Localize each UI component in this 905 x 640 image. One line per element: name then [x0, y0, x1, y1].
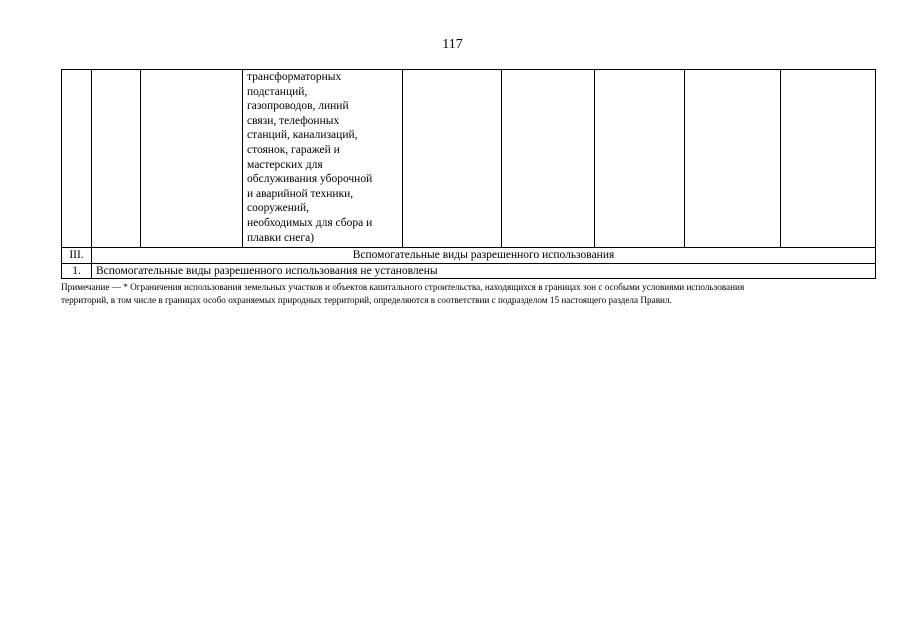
table-row-section	[62, 248, 876, 264]
table-cell	[502, 70, 595, 248]
description-line: сооружений,	[247, 202, 310, 215]
table-row-item	[62, 263, 876, 279]
footnote	[61, 281, 875, 306]
description-cell	[243, 70, 403, 248]
footnote-line: Примечание — * Ограничения использования земельных участков и объектов капитального строительства, находящихся в границах зон с особыми условиями использования	[61, 282, 745, 292]
table-cell	[781, 70, 876, 248]
table-cell	[62, 70, 92, 248]
description-line: подстанций,	[247, 85, 308, 98]
description-line: необходимых для сбора и	[247, 216, 373, 229]
table-cell	[141, 70, 243, 248]
item-number: 1.	[62, 263, 92, 279]
description-line: станций, канализаций,	[247, 129, 358, 142]
description-line: обслуживания уборочной	[247, 173, 373, 186]
description-line: стоянок, гаражей и	[247, 143, 340, 156]
description-line: плавки снега)	[247, 231, 315, 244]
table-cell	[595, 70, 685, 248]
land-use-table	[61, 69, 876, 279]
description-line: и аварийной техники,	[247, 187, 354, 200]
description-line: связи, телефонных	[247, 114, 340, 127]
table-cell	[92, 70, 141, 248]
section-number: III.	[62, 248, 92, 264]
description-line: трансформаторных	[247, 71, 342, 83]
page-number: 117	[442, 37, 463, 52]
table-cell	[685, 70, 781, 248]
footnote-line: территорий, в том числе в границах особо охраняемых природных территорий, определяются в соответствии с подразделом 15 настоящего раздела Правил.	[61, 294, 672, 305]
table-cell	[403, 70, 502, 248]
item-text: Вспомогательные виды разрешенного использования не установлены	[92, 263, 876, 279]
description-line: мастерских для	[247, 158, 323, 171]
table-row-continued	[62, 70, 876, 248]
section-title: Вспомогательные виды разрешенного использования	[92, 248, 876, 264]
description-line: газопроводов, линий	[247, 100, 349, 113]
